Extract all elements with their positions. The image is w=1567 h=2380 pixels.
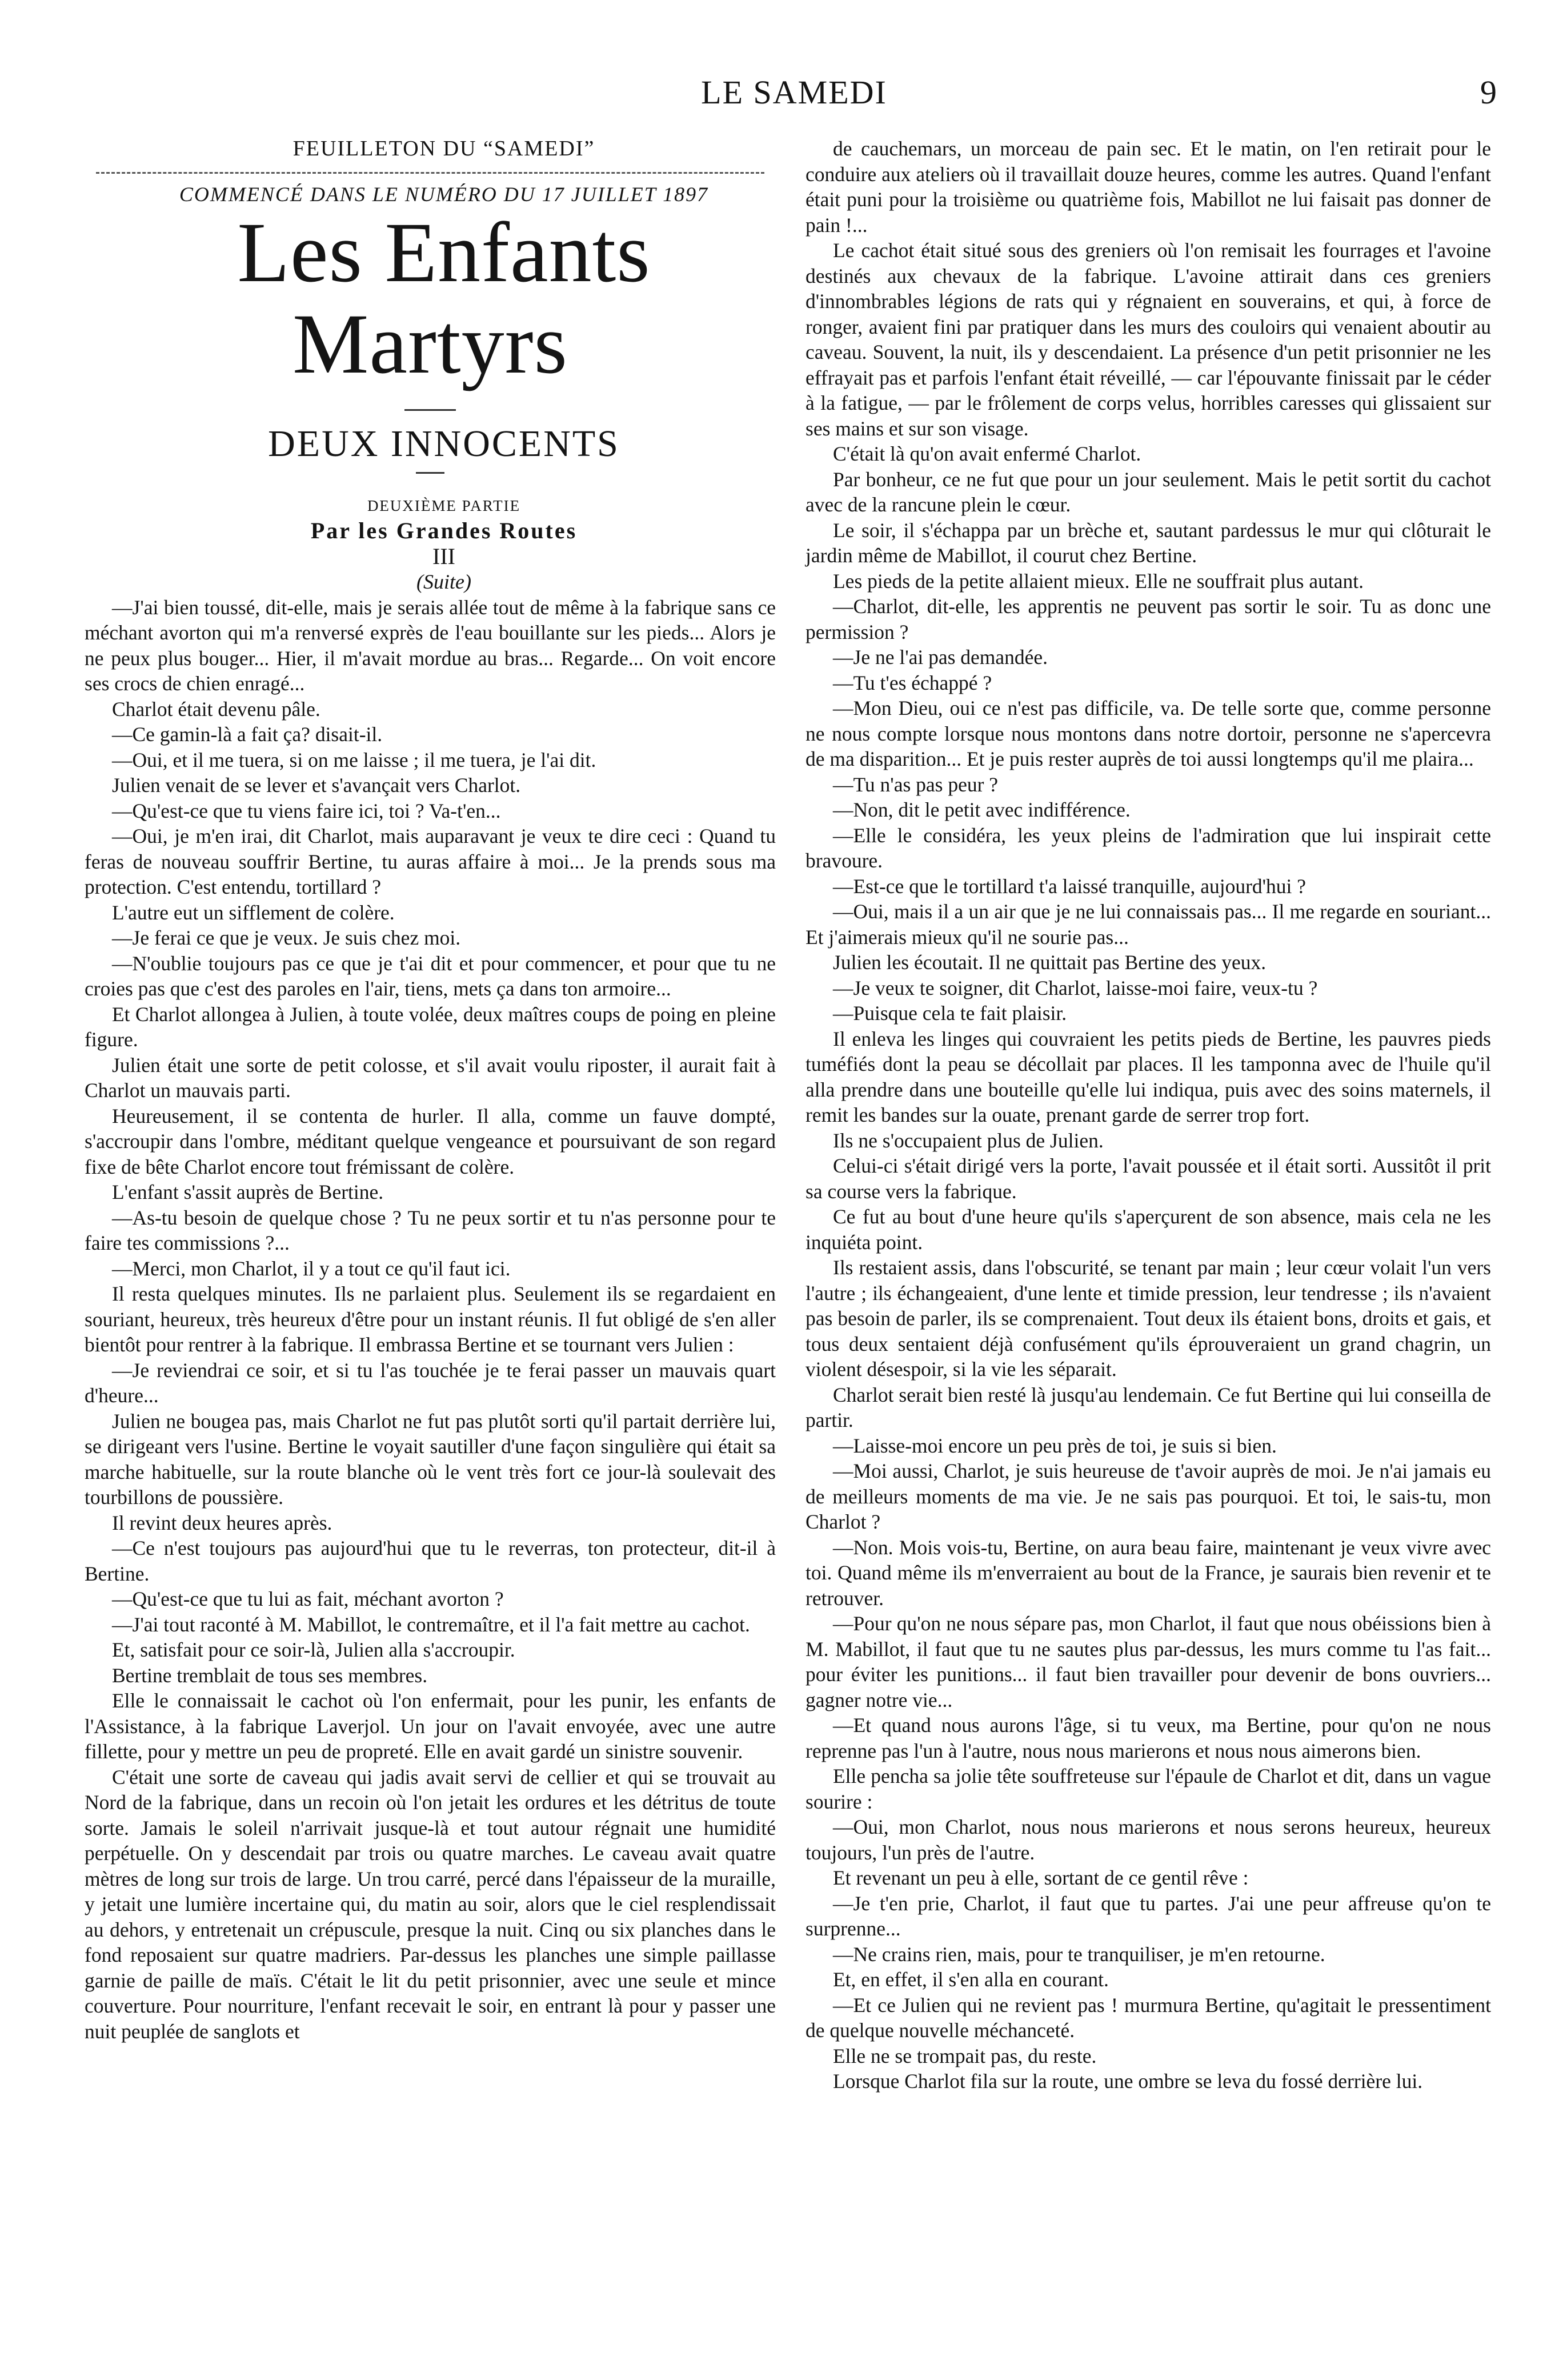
part-label: DEUXIÈME PARTIE bbox=[367, 497, 521, 514]
body-paragraph: —Ce n'est toujours pas aujourd'hui que tu le reverras, ton protecteur, dit-il à Bertine. bbox=[85, 1537, 776, 1585]
body-paragraph: Et, satisfait pour ce soir-là, Julien alla s'accroupir. bbox=[112, 1638, 515, 1661]
body-paragraph: —Ne crains rien, mais, pour te tranquiliser, je m'en retourne. bbox=[833, 1942, 1325, 1966]
body-paragraph: —Non. Mois vois-tu, Bertine, on aura beau faire, maintenant je veux vivre avec toi. Quand même ils m'enverraient au bout de la France, je saurais bien revenir et te retrouver. bbox=[805, 1535, 1491, 1610]
body-paragraph: —Qu'est-ce que tu viens faire ici, toi ? Va-t'en... bbox=[112, 799, 501, 822]
body-paragraph: —Je ne l'ai pas demandée. bbox=[833, 646, 1048, 669]
body-paragraph: Lorsque Charlot fila sur la route, une ombre se leva du fossé derrière lui. bbox=[833, 2070, 1423, 2093]
body-paragraph: Les pieds de la petite allaient mieux. Elle ne souffrait plus autant. bbox=[833, 569, 1364, 593]
right-column bbox=[805, 136, 1491, 2094]
body-paragraph: de cauchemars, un morceau de pain sec. Et le matin, on l'en retirait pour le conduire aux ateliers où il travaillait douze heures, comme les autres. Quand l'enfant était puni pour la troisième ou quatrième fois, Mabillot ne lui faisait pas donner de pain !... bbox=[805, 137, 1491, 237]
body-paragraph: —Moi aussi, Charlot, je suis heureuse de t'avoir auprès de moi. Je n'ai jamais eu de meilleurs moments de ma vie. Je ne sais pas pourquoi. Et toi, le sais-tu, mon Charlot ? bbox=[805, 1459, 1491, 1533]
body-paragraph: Julien les écoutait. Il ne quittait pas Bertine des yeux. bbox=[833, 951, 1267, 974]
body-paragraph: —Oui, et il me tuera, si on me laisse ; il me tuera, je l'ai dit. bbox=[112, 748, 596, 771]
body-paragraph: Le soir, il s'échappa par un brèche et, sautant pardessus le mur qui clôturait le jardin même de Mabillot, il courut chez Bertine. bbox=[805, 518, 1491, 567]
body-paragraph: Et revenant un peu à elle, sortant de ce gentil rêve : bbox=[833, 1866, 1249, 1889]
body-paragraph: —Je reviendrai ce soir, et si tu l'as touchée je te ferai passer un mauvais quart d'heure... bbox=[85, 1358, 776, 1407]
body-paragraph: —Je veux te soigner, dit Charlot, laisse-moi faire, veux-tu ? bbox=[833, 976, 1318, 999]
title-rule bbox=[404, 409, 456, 411]
body-paragraph: Par bonheur, ce ne fut que pour un jour seulement. Mais le petit sortit du cachot avec de la rancune plein le cœur. bbox=[805, 467, 1491, 516]
chapter-number: III bbox=[432, 543, 455, 569]
left-column-body bbox=[85, 595, 776, 2045]
body-paragraph: —Est-ce que le tortillard t'a laissé tranquille, aujourd'hui ? bbox=[833, 874, 1306, 898]
body-paragraph: C'était une sorte de caveau qui jadis avait servi de cellier et qui se trouvait au Nord de la fabrique, dans un recoin où l'on jetait les ordures et les détritus de toute sorte. Jamais le soleil n'arrivait jusque-là et tout autour régnait une humidité perpétuelle. On y descendait par trois ou quatre marches. Le caveau avait quatre mètres de long sur trois de large. Un trou carré, percé dans l'épaisseur de la muraille, y jetait une lumière incertaine qui, du matin au soir, alors que le ciel resplendissait au dehors, y entretenait un crépuscule, presque la nuit. Cinq ou six planches dans le fond reposaient sur quatre madriers. Par-dessus les planches une simple paillasse garnie de paille de maïs. C'était le lit du petit prisonnier, avec une seule et mince couverture. Pour nourriture, l'enfant recevait le soir, en entrant là pour y passer une nuit peuplée de sanglots et bbox=[85, 1765, 776, 2043]
body-paragraph: Celui-ci s'était dirigé vers la porte, l'avait poussée et il était sorti. Aussitôt il prit sa course vers la fabrique. bbox=[805, 1154, 1491, 1203]
body-paragraph: Ce fut au bout d'une heure qu'ils s'aperçurent de son absence, mais cela ne les inquiéta point. bbox=[805, 1205, 1491, 1254]
feuilleton-label: FEUILLETON DU “SAMEDI” bbox=[292, 137, 595, 161]
body-paragraph: Charlot était devenu pâle. bbox=[112, 697, 320, 721]
body-paragraph: Il resta quelques minutes. Ils ne parlaient plus. Seulement ils se regardaient en souriant, heureux, très heureux d'être pour un instant réunis. Il fut obligé de s'en aller bientôt pour rentrer à la fabrique. Il embrassa Bertine et se tournant vers Julien : bbox=[85, 1282, 776, 1356]
suite-label: (Suite) bbox=[416, 570, 471, 593]
body-paragraph: —Non, dit le petit avec indifférence. bbox=[833, 798, 1131, 821]
body-paragraph: —Tu t'es échappé ? bbox=[833, 671, 992, 694]
masthead bbox=[0, 73, 1567, 119]
body-paragraph: —Je ferai ce que je veux. Je suis chez moi. bbox=[112, 926, 461, 949]
body-paragraph: —Puisque cela te fait plaisir. bbox=[833, 1002, 1067, 1025]
body-paragraph: —Laisse-moi encore un peu près de toi, je suis si bien. bbox=[833, 1434, 1277, 1457]
body-paragraph: —Pour qu'on ne nous sépare pas, mon Charlot, il faut que nous obéissions bien à M. Mabillot, il faut que tu ne sautes plus par-dessus, les murs comme tu l'as fait... pour éviter les punitions... il faut bien travailler pour devenir de bons ouvriers... gagner notre vie... bbox=[805, 1612, 1491, 1711]
body-paragraph: Elle pencha sa jolie tête souffreteuse sur l'épaule de Charlot et dit, dans un vague sourire : bbox=[805, 1765, 1491, 1813]
body-paragraph: —Merci, mon Charlot, il y a tout ce qu'il faut ici. bbox=[112, 1257, 511, 1280]
body-paragraph: Le cachot était situé sous des greniers où l'on remisait les fourrages et l'avoine destinés aux chevaux de la fabrique. L'avoine attirait dans ces greniers d'innombrables légions de rats qui y régnaient en souverains, et qui, à force de ronger, avaient fini par pratiquer dans les murs des couloirs qui venaient aboutir au caveau. Souvent, la nuit, ils y descendaient. La présence d'un petit prisonnier ne les effrayait pas et parfois l'enfant était réveillé, — car l'épouvante finissait par le céder à la fatigue, — par le frôlement de corps velus, horribles caresses qui glissaient sur ses mains et sur son visage. bbox=[805, 239, 1491, 440]
body-paragraph: Julien ne bougea pas, mais Charlot ne fut pas plutôt sorti qu'il partait derrière lui, se dirigeant vers l'usine. Bertine le voyait sautiller d'une façon singulière qui était sa marche habituelle, sur la route blanche où le vent très fort ce jour-là soulevait des tourbillons de poussière. bbox=[85, 1409, 776, 1509]
body-paragraph: Charlot serait bien resté là jusqu'au lendemain. Ce fut Bertine qui lui conseilla de partir. bbox=[805, 1383, 1491, 1431]
body-paragraph: L'autre eut un sifflement de colère. bbox=[112, 901, 395, 924]
body-paragraph: Elle ne se trompait pas, du reste. bbox=[833, 2044, 1097, 2067]
body-paragraph: Elle le connaissait le cachot où l'on enfermait, pour les punir, les enfants de l'Assistance, à la fabrique Laverjol. Un jour on l'avait envoyée, avec une autre fillette, pour y mettre un peu de propreté. Elle en avait gardé un sinistre souvenir. bbox=[85, 1689, 776, 1763]
body-paragraph: —Ce gamin-là a fait ça? disait-il. bbox=[112, 723, 383, 746]
page-number: 9 bbox=[1480, 74, 1497, 111]
serial-subtitle: DEUX INNOCENTS bbox=[268, 423, 620, 465]
body-paragraph: —J'ai tout raconté à M. Mabillot, le contremaître, et il l'a fait mettre au cachot. bbox=[112, 1613, 750, 1636]
body-paragraph: —As-tu besoin de quelque chose ? Tu ne peux sortir et tu n'as personne pour te faire tes commissions ?... bbox=[85, 1206, 776, 1254]
body-paragraph: —Qu'est-ce que tu lui as fait, méchant avorton ? bbox=[112, 1587, 504, 1610]
body-paragraph: Et, en effet, il s'en alla en courant. bbox=[833, 1968, 1109, 1991]
body-paragraph: —Mon Dieu, oui ce n'est pas difficile, va. De telle sorte que, comme personne ne nous compte lorsque nous montons dans notre dortoir, personne ne s'apercevra de ma disparition... Et je puis rester auprès de toi aussi longtemps qu'il me plaira... bbox=[805, 697, 1491, 770]
body-paragraph: —N'oublie toujours pas ce que je t'ai dit et pour commencer, et pour que tu ne croies pas que c'est des paroles en l'air, tiens, mets ça dans ton armoire... bbox=[85, 951, 776, 1000]
body-paragraph: Heureusement, il se contenta de hurler. Il alla, comme un fauve dompté, s'accroupir dans l'ombre, méditant quelque vengeance et poursuivant de son regard fixe de bête Charlot encore tout frémissant de colère. bbox=[85, 1104, 776, 1178]
commence-note: COMMENCÉ DANS LE NUMÉRO DU 17 JUILLET 1897 bbox=[179, 182, 709, 206]
body-paragraph: —Oui, je m'en irai, dit Charlot, mais auparavant je veux te dire ceci : Quand tu feras de nouveau souffrir Bertine, tu auras affaire à moi... Je la prends sous ma protection. C'est entendu, tortillard ? bbox=[85, 825, 776, 898]
body-paragraph: —Oui, mais il a un air que je ne lui connaissais pas... Il me regarde en souriant... Et j'aimerais mieux qu'il ne sourie pas... bbox=[805, 900, 1491, 949]
body-paragraph: —Tu n'as pas peur ? bbox=[833, 773, 999, 796]
body-paragraph: —Elle le considéra, les yeux pleins de l'admiration que lui inspirait cette bravoure. bbox=[805, 823, 1491, 872]
journal-title: LE SAMEDI bbox=[701, 74, 887, 111]
body-paragraph: Julien était une sorte de petit colosse, et s'il avait voulu riposter, il aurait fait à Charlot un mauvais parti. bbox=[85, 1053, 776, 1102]
body-paragraph: Ils restaient assis, dans l'obscurité, se tenant par main ; leur cœur volait l'un vers l'autre ; ils échangeaient, d'une lente et timide pression, leur tendresse ; ils n'avaient pas besoin de parler, ils se comprenaient. Tout deux ils étaient bons, droits et gais, et tous deux sentaient déjà confusément qu'ils éprouveraient un grand chagrin, un violent désespoir, si la vie les séparait. bbox=[805, 1256, 1491, 1381]
section-title: Par les Grandes Routes bbox=[310, 518, 578, 543]
body-paragraph: L'enfant s'assit auprès de Bertine. bbox=[112, 1181, 384, 1203]
serial-title: Les Enfants Martyrs bbox=[237, 205, 651, 391]
left-column bbox=[85, 136, 776, 2044]
body-paragraph: —Et quand nous aurons l'âge, si tu veux, ma Bertine, pour qu'on ne nous reprenne pas l'un à l'autre, nous nous marierons et nous nous aimerons bien. bbox=[805, 1714, 1491, 1762]
body-paragraph: Et Charlot allongea à Julien, à toute volée, deux maîtres coups de poing en pleine figure. bbox=[85, 1002, 776, 1051]
body-paragraph: —Charlot, dit-elle, les apprentis ne peuvent pas sortir le soir. Tu as donc une permission ? bbox=[805, 595, 1491, 643]
dashed-divider bbox=[96, 172, 764, 174]
body-paragraph: Il revint deux heures après. bbox=[112, 1511, 332, 1534]
body-paragraph: —Oui, mon Charlot, nous nous marierons et nous serons heureux, heureux toujours, l'un près de l'autre. bbox=[805, 1815, 1491, 1864]
body-paragraph: Bertine tremblait de tous ses membres. bbox=[112, 1663, 428, 1687]
body-paragraph: —Je t'en prie, Charlot, il faut que tu partes. J'ai une peur affreuse qu'on te surprenne... bbox=[805, 1891, 1491, 1940]
subtitle-rule bbox=[416, 472, 444, 474]
right-column-body bbox=[805, 136, 1491, 2094]
body-paragraph: Ils ne s'occupaient plus de Julien. bbox=[833, 1129, 1104, 1152]
body-paragraph: —J'ai bien toussé, dit-elle, mais je serais allée tout de même à la fabrique sans ce méchant avorton qui m'a renversé exprès de l'eau bouillante sur les pieds... Alors je ne peux plus bouger... Hier, il m'avait mordue au bras... Regarde... On voit encore ses crocs de chien enragé... bbox=[85, 595, 776, 695]
body-paragraph: Julien venait de se lever et s'avançait vers Charlot. bbox=[112, 774, 521, 797]
body-paragraph: Il enleva les linges qui couvraient les petits pieds de Bertine, les pauvres pieds tuméfiés dont la peau se décollait par places. Il les tamponna avec de l'huile qu'il alla prendre dans une bouteille qu'elle lui indiqua, puis avec des soins maternels, il remit les bandes sur la ouate, prenant garde de serrer trop fort. bbox=[805, 1027, 1491, 1126]
body-paragraph: —Et ce Julien qui ne revient pas ! murmura Bertine, qu'agitait le pressentiment de quelque nouvelle méchanceté. bbox=[805, 1993, 1491, 2042]
body-paragraph: C'était là qu'on avait enfermé Charlot. bbox=[833, 442, 1141, 465]
